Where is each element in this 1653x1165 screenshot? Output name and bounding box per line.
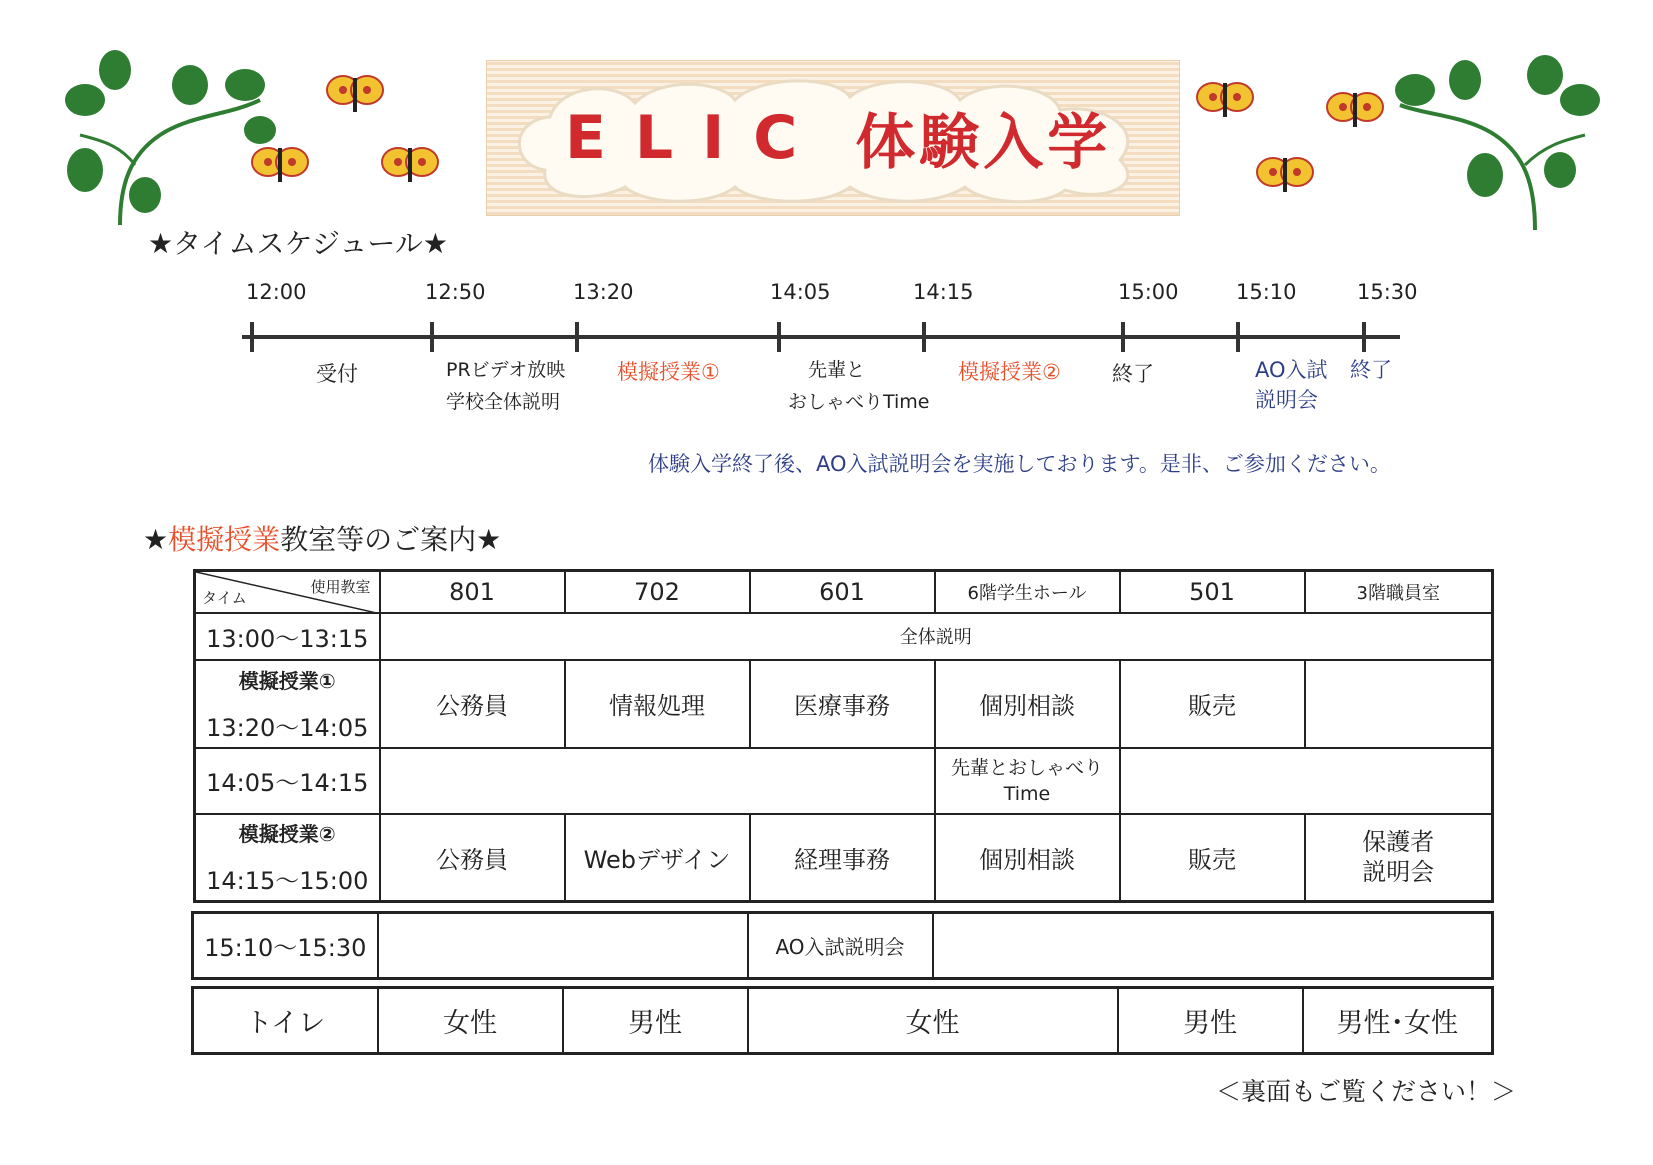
toilet-cell: 男性 — [563, 988, 748, 1054]
time-cell: 14:05～14:15 — [195, 748, 380, 814]
timeline-tick — [1236, 322, 1240, 352]
banner-title-japanese: 体験入学 — [855, 108, 1112, 178]
table-row — [195, 613, 1493, 660]
class-cell: 個別相談 — [935, 660, 1120, 748]
event-senpai-line2: おしゃべりTime — [788, 391, 930, 413]
timeline-axis — [242, 335, 1400, 339]
room-header: 801 — [380, 571, 565, 613]
guide-heading-star: ★ — [143, 523, 169, 556]
event-mock-class-2: 模擬授業② — [958, 360, 1061, 384]
table-row — [193, 913, 1493, 979]
toilet-cell: 女性 — [378, 988, 563, 1054]
butterfly-icon — [1195, 75, 1255, 125]
class-cell: 経理事務 — [750, 814, 935, 902]
class-cell: 公務員 — [380, 660, 565, 748]
event-ao-line1: AO入試 — [1255, 358, 1328, 382]
event-end-1: 終了 — [1112, 362, 1154, 386]
class-cell — [1305, 660, 1493, 748]
banner-title — [565, 98, 1125, 178]
event-mock-class-1: 模擬授業① — [617, 360, 720, 384]
time-cell — [195, 660, 380, 748]
toilet-cell: 男性･女性 — [1303, 988, 1493, 1054]
table-row — [193, 988, 1493, 1054]
class-cell: Webデザイン — [565, 814, 750, 902]
timeline-tick — [575, 322, 579, 352]
class-cell: 医療事務 — [750, 660, 935, 748]
room-header: 6階学生ホール — [935, 571, 1120, 613]
table-row — [195, 660, 1493, 748]
session-time: 14:15～15:00 — [206, 867, 369, 896]
senpai-line1: 先輩とおしゃべり — [950, 756, 1103, 779]
guide-heading — [143, 518, 501, 558]
room-header: 3階職員室 — [1305, 571, 1493, 613]
class-cell: 販売 — [1120, 660, 1305, 748]
time-label: 14:15 — [913, 280, 974, 304]
session-time: 13:20～14:05 — [206, 713, 369, 742]
time-label: 15:00 — [1118, 280, 1179, 304]
guide-heading-rest: 教室等のご案内★ — [280, 523, 502, 556]
time-label: 14:05 — [770, 280, 831, 304]
toilet-cell: 男性 — [1118, 988, 1303, 1054]
timeline-tick — [1121, 322, 1125, 352]
corner-cell — [195, 571, 380, 613]
timeline-tick — [777, 322, 781, 352]
toilet-label: トイレ — [193, 988, 378, 1054]
time-cell — [195, 814, 380, 902]
table-row — [195, 814, 1493, 902]
overview-cell: 全体説明 — [380, 613, 1493, 660]
parent-briefing-line2: 説明会 — [1362, 858, 1435, 887]
corner-time-label: タイム — [202, 588, 247, 607]
event-reception: 受付 — [316, 362, 358, 386]
butterfly-icon — [1255, 150, 1315, 200]
time-label: 12:00 — [246, 280, 307, 304]
time-cell: 15:10～15:30 — [193, 913, 378, 979]
empty-cell — [380, 748, 935, 814]
room-header: 601 — [750, 571, 935, 613]
timeline-tick — [1362, 322, 1366, 352]
parent-briefing-cell — [1305, 814, 1493, 902]
time-cell: 13:00～13:15 — [195, 613, 380, 660]
event-pr-video: PRビデオ放映 — [446, 359, 566, 381]
class-cell: 個別相談 — [935, 814, 1120, 902]
event-senpai-line1: 先輩と — [808, 359, 866, 381]
banner-title-latin: E L I C — [565, 103, 802, 173]
empty-cell — [378, 913, 748, 979]
empty-cell — [1120, 748, 1493, 814]
class-cell: 販売 — [1120, 814, 1305, 902]
timeline-tick — [430, 322, 434, 352]
room-schedule-table — [193, 569, 1494, 903]
schedule-heading: ★タイムスケジュール★ — [148, 227, 448, 260]
time-label: 15:10 — [1236, 280, 1297, 304]
time-label: 13:20 — [573, 280, 634, 304]
toilet-table — [191, 986, 1494, 1055]
parent-briefing-line1: 保護者 — [1362, 828, 1435, 857]
room-header: 501 — [1120, 571, 1305, 613]
session-label: 模擬授業① — [238, 668, 336, 693]
butterfly-icon — [1325, 85, 1385, 135]
timeline-tick — [922, 322, 926, 352]
table-row — [195, 748, 1493, 814]
butterfly-icon — [380, 140, 440, 190]
event-school-overview: 学校全体説明 — [446, 391, 561, 413]
ao-briefing-cell: AO入試説明会 — [748, 913, 933, 979]
footer-note: ＜裏面もご覧ください！＞ — [1216, 1077, 1517, 1106]
event-ao-line2: 説明会 — [1255, 388, 1318, 412]
corner-room-label: 使用教室 — [310, 578, 371, 596]
empty-cell — [933, 913, 1493, 979]
event-end-2: 終了 — [1350, 358, 1392, 382]
time-label: 15:30 — [1357, 280, 1418, 304]
time-label: 12:50 — [425, 280, 486, 304]
timeline-tick — [250, 322, 254, 352]
room-header: 702 — [565, 571, 750, 613]
ao-notice: 体験入学終了後、AO入試説明会を実施しております。是非、ご参加ください。 — [648, 452, 1391, 476]
butterfly-icon — [250, 140, 310, 190]
senpai-line2: Time — [1003, 782, 1051, 805]
session-label: 模擬授業② — [238, 822, 336, 847]
senpai-cell — [935, 748, 1120, 814]
table-header-row — [195, 571, 1493, 613]
vine-left-decoration — [60, 45, 280, 235]
ao-briefing-table — [191, 911, 1494, 980]
butterfly-icon — [325, 70, 385, 120]
toilet-cell: 女性 — [748, 988, 1118, 1054]
class-cell: 情報処理 — [565, 660, 750, 748]
guide-heading-highlight: 模擬授業 — [168, 523, 281, 556]
class-cell: 公務員 — [380, 814, 565, 902]
vine-right-decoration — [1385, 45, 1605, 235]
